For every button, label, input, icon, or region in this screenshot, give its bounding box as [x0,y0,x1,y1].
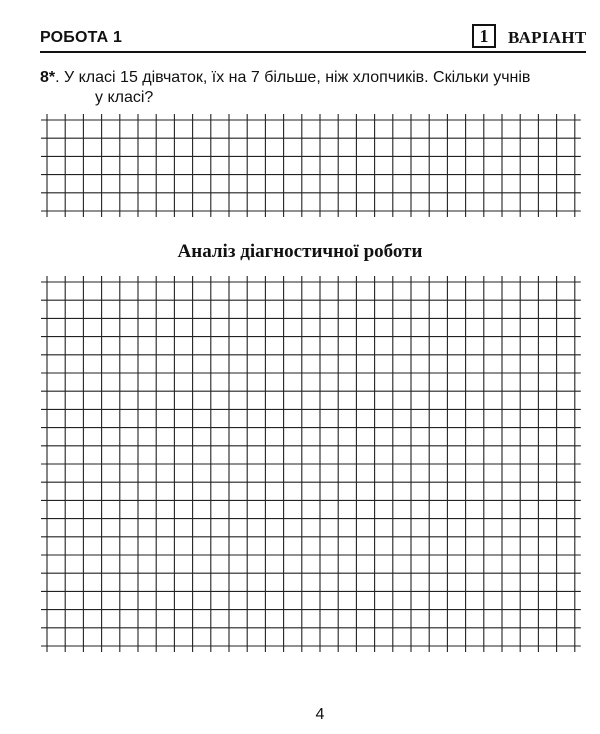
answer-grid [40,112,590,224]
task-text [40,68,588,88]
page-number: 4 [315,706,325,723]
task-number: 8* [40,69,56,86]
task-line-1: . У класі 15 дівчаток, їх на 7 більше, ніж хлопчиків. Скільки учнів [55,69,531,86]
work-label: РОБОТА 1 [40,29,123,46]
header-rule [40,51,586,53]
analysis-title: Аналіз діагностичної роботи [177,241,423,262]
analysis-grid [40,270,590,670]
task-line-2: у класі? [95,89,154,106]
variant-label: ВАРІАНТ [508,28,587,47]
variant-number-box: 1 [472,24,496,48]
